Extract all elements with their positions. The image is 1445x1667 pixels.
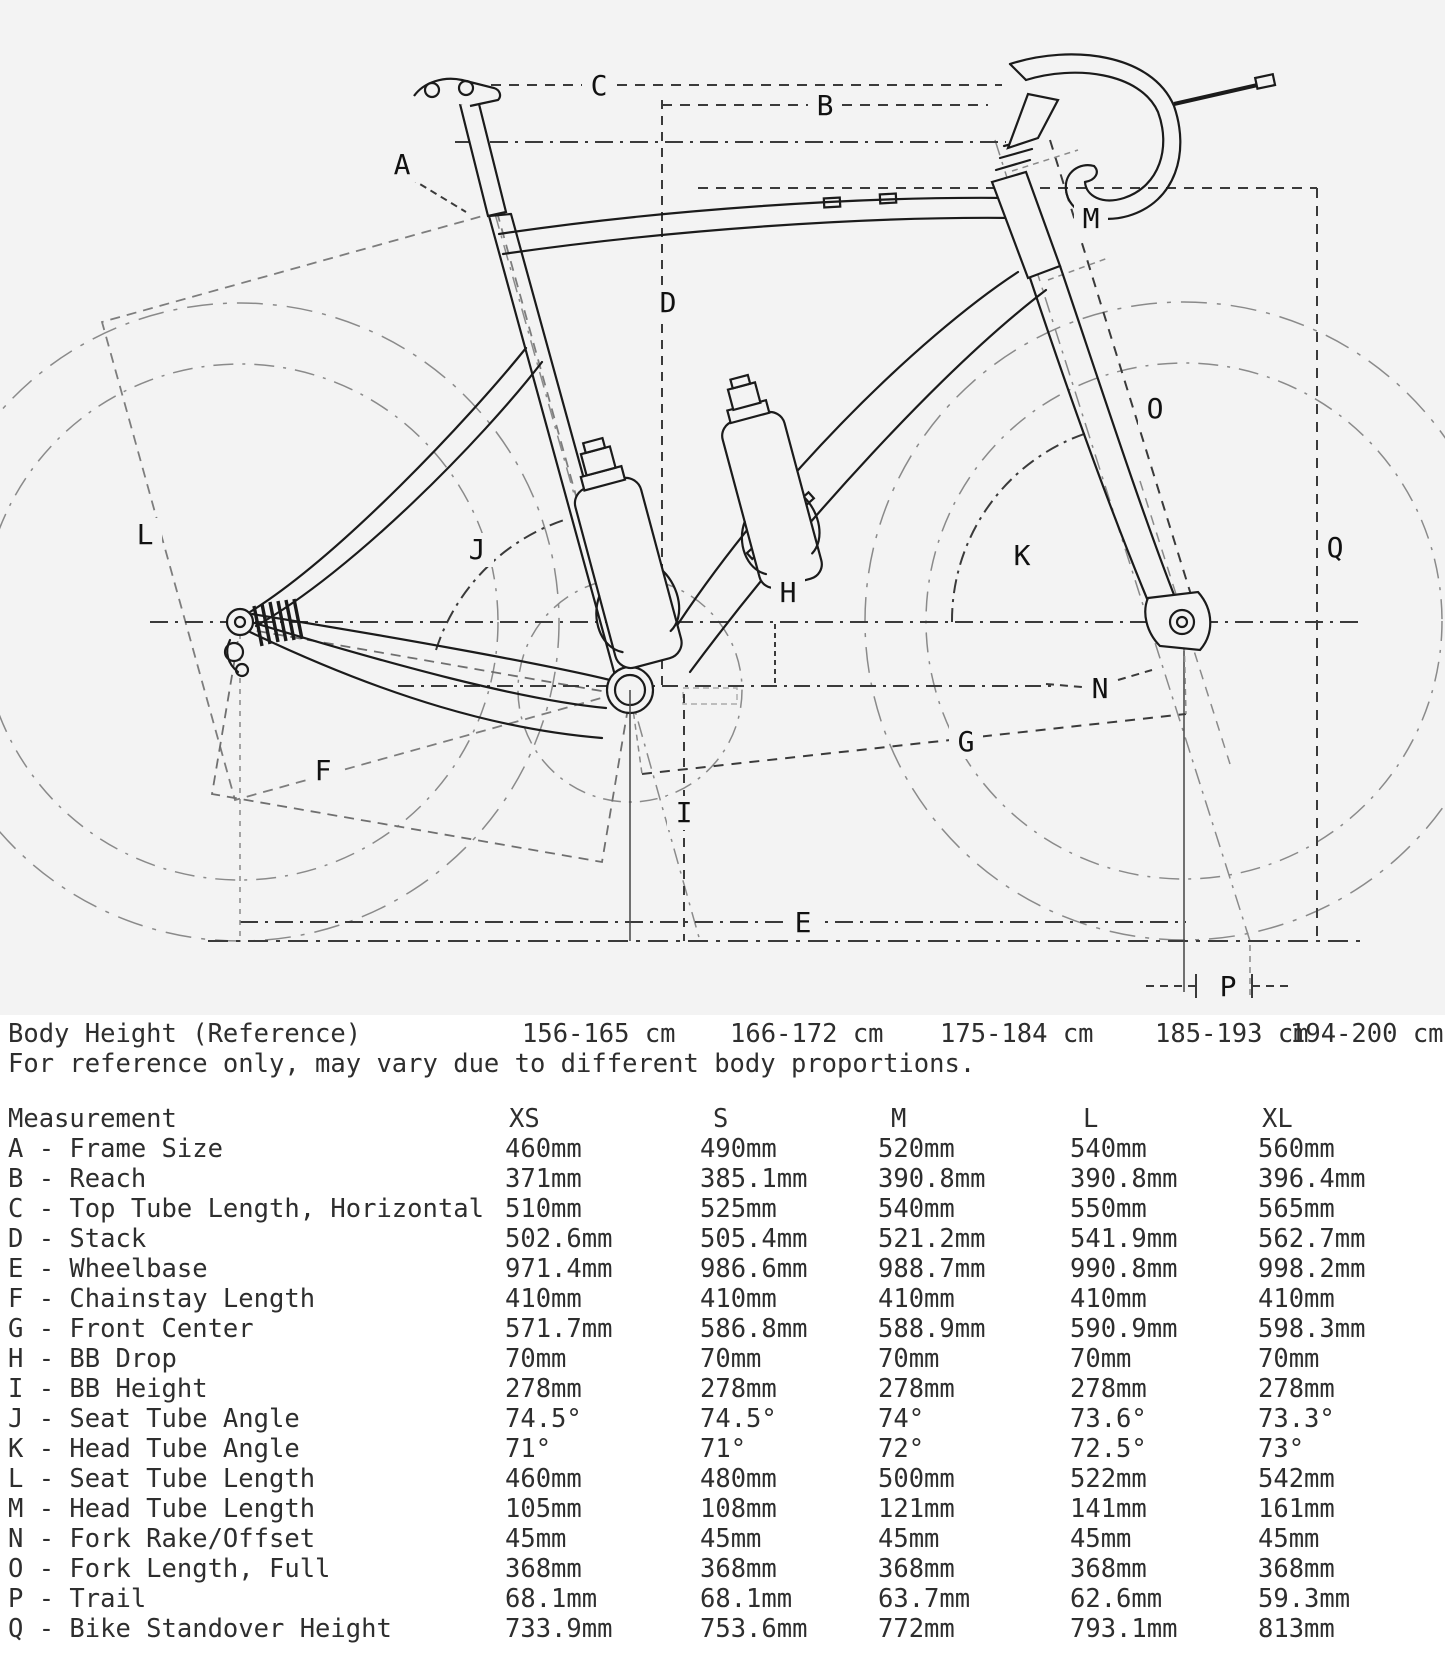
table-row-C-cell-1: 510mm <box>505 1194 582 1224</box>
table-row-J-cell-1: 74.5° <box>505 1404 582 1434</box>
table-row-F-cell-3: 410mm <box>878 1284 955 1314</box>
table-row-G-cell-3: 588.9mm <box>878 1314 986 1344</box>
chain-stay-mid <box>251 622 606 708</box>
table-row-Q-cell-0: Q - Bike Standover Height <box>8 1614 392 1644</box>
chain-stay-lower <box>250 632 602 738</box>
table-row-N-cell-4: 45mm <box>1070 1524 1132 1554</box>
table-row-C-cell-5: 565mm <box>1258 1194 1335 1224</box>
dimension-letters <box>128 69 1352 1004</box>
body-height-row-cell-2: 166-172 cm <box>730 1019 884 1049</box>
table-row-I-cell-0: I - BB Height <box>8 1374 208 1404</box>
seat-stay-upper <box>250 348 526 612</box>
reference-note-cell-0: For reference only, may vary due to different body proportions. <box>8 1049 976 1079</box>
front-axle <box>1170 610 1194 634</box>
table-row-M-cell-4: 141mm <box>1070 1494 1147 1524</box>
table-row-J-cell-4: 73.6° <box>1070 1404 1147 1434</box>
table-row-N-cell-1: 45mm <box>505 1524 567 1554</box>
table-row-O-cell-5: 368mm <box>1258 1554 1335 1584</box>
seat-post-head <box>414 79 500 106</box>
table-row-B-cell-3: 390.8mm <box>878 1164 986 1194</box>
table-row-M-cell-5: 161mm <box>1258 1494 1335 1524</box>
table-row-A-cell-2: 490mm <box>700 1134 777 1164</box>
table-row-L-cell-0: L - Seat Tube Length <box>8 1464 316 1494</box>
table-row-B-cell-2: 385.1mm <box>700 1164 808 1194</box>
dim-label-M: M <box>1082 202 1100 235</box>
dim-label-F: F <box>314 754 332 787</box>
table-row-J-cell-2: 74.5° <box>700 1404 777 1434</box>
table-row-M-cell-3: 121mm <box>878 1494 955 1524</box>
dim-label-L: L <box>136 518 154 551</box>
table-row-N-cell-5: 45mm <box>1258 1524 1320 1554</box>
table-row-A-cell-4: 540mm <box>1070 1134 1147 1164</box>
table-row-K-cell-1: 71° <box>505 1434 552 1464</box>
table-row-B-cell-5: 396.4mm <box>1258 1164 1366 1194</box>
table-row-I-cell-4: 278mm <box>1070 1374 1147 1404</box>
chainstay-box <box>212 628 630 862</box>
seat-stay-lower <box>256 362 542 626</box>
table-row-P-cell-3: 63.7mm <box>878 1584 971 1614</box>
dim-label-O: O <box>1146 392 1164 425</box>
table-row-K-cell-3: 72° <box>878 1434 925 1464</box>
table-row-O-cell-2: 368mm <box>700 1554 777 1584</box>
table-row-G-cell-2: 586.8mm <box>700 1314 808 1344</box>
table-row-D-cell-3: 521.2mm <box>878 1224 986 1254</box>
frame-size-leader-A <box>410 178 466 212</box>
rear-axle <box>227 609 253 635</box>
lever-tip <box>1255 74 1275 89</box>
table-row-N-cell-3: 45mm <box>878 1524 940 1554</box>
table-row-A-cell-0: A - Frame Size <box>8 1134 223 1164</box>
table-header-row-cell-3: M <box>891 1104 907 1134</box>
brake-lever <box>1174 84 1262 104</box>
front-center-line-G <box>642 714 1186 774</box>
table-header-row-cell-2: S <box>713 1104 729 1134</box>
table-row-Q-cell-2: 753.6mm <box>700 1614 808 1644</box>
table-row-L-cell-2: 480mm <box>700 1464 777 1494</box>
table-row-I-cell-1: 278mm <box>505 1374 582 1404</box>
table-row-Q-cell-3: 772mm <box>878 1614 955 1644</box>
body-height-row-cell-5: 194-200 cm <box>1290 1019 1444 1049</box>
table-row-C-cell-3: 540mm <box>878 1194 955 1224</box>
fork-blade-rear <box>1030 278 1150 606</box>
table-row-C-cell-4: 550mm <box>1070 1194 1147 1224</box>
table-header-row-cell-5: XL <box>1262 1104 1293 1134</box>
table-row-D-cell-2: 505.4mm <box>700 1224 808 1254</box>
fork-blade-front <box>1060 266 1176 600</box>
dim-label-I: I <box>675 796 693 829</box>
table-row-E-cell-5: 998.2mm <box>1258 1254 1366 1284</box>
dim-label-A: A <box>393 148 411 181</box>
dim-label-P: P <box>1219 970 1237 1003</box>
table-row-L-cell-3: 500mm <box>878 1464 955 1494</box>
table-row-K-cell-4: 72.5° <box>1070 1434 1147 1464</box>
table-row-B-cell-0: B - Reach <box>8 1164 147 1194</box>
table-row-G-cell-1: 571.7mm <box>505 1314 613 1344</box>
table-row-I-cell-5: 278mm <box>1258 1374 1335 1404</box>
table-row-D-cell-0: D - Stack <box>8 1224 147 1254</box>
table-row-L-cell-5: 542mm <box>1258 1464 1335 1494</box>
body-height-row-cell-0: Body Height (Reference) <box>8 1019 362 1049</box>
table-row-D-cell-5: 562.7mm <box>1258 1224 1366 1254</box>
table-row-D-cell-1: 502.6mm <box>505 1224 613 1254</box>
table-row-H-cell-0: H - BB Drop <box>8 1344 177 1374</box>
table-row-Q-cell-5: 813mm <box>1258 1614 1335 1644</box>
table-row-L-cell-4: 522mm <box>1070 1464 1147 1494</box>
table-row-K-cell-2: 71° <box>700 1434 747 1464</box>
table-row-K-cell-5: 73° <box>1258 1434 1305 1464</box>
table-row-E-cell-2: 986.6mm <box>700 1254 808 1284</box>
chain-stay-upper <box>252 614 610 680</box>
table-row-H-cell-5: 70mm <box>1258 1344 1320 1374</box>
table-row-N-cell-0: N - Fork Rake/Offset <box>8 1524 316 1554</box>
table-row-F-cell-1: 410mm <box>505 1284 582 1314</box>
dim-label-E: E <box>794 906 812 939</box>
table-row-L-cell-1: 460mm <box>505 1464 582 1494</box>
table-row-G-cell-0: G - Front Center <box>8 1314 254 1344</box>
table-row-G-cell-4: 590.9mm <box>1070 1314 1178 1344</box>
table-row-F-cell-5: 410mm <box>1258 1284 1335 1314</box>
table-row-E-cell-1: 971.4mm <box>505 1254 613 1284</box>
dim-label-K: K <box>1013 539 1031 572</box>
table-row-O-cell-1: 368mm <box>505 1554 582 1584</box>
table-row-F-cell-4: 410mm <box>1070 1284 1147 1314</box>
table-row-P-cell-5: 59.3mm <box>1258 1584 1351 1614</box>
dim-label-G: G <box>957 725 975 758</box>
table-row-F-cell-2: 410mm <box>700 1284 777 1314</box>
table-row-B-cell-1: 371mm <box>505 1164 582 1194</box>
table-row-F-cell-0: F - Chainstay Length <box>8 1284 316 1314</box>
head-angle-arc-K <box>952 432 1090 622</box>
table-row-J-cell-5: 73.3° <box>1258 1404 1335 1434</box>
body-height-row-cell-4: 185-193 cm <box>1155 1019 1309 1049</box>
table-row-O-cell-3: 368mm <box>878 1554 955 1584</box>
table-row-M-cell-1: 105mm <box>505 1494 582 1524</box>
table-row-O-cell-4: 368mm <box>1070 1554 1147 1584</box>
dim-label-N: N <box>1091 672 1109 705</box>
seat-tube-length-box <box>102 212 630 800</box>
bb-reference-box <box>683 688 737 704</box>
table-row-A-cell-1: 460mm <box>505 1134 582 1164</box>
table-row-K-cell-0: K - Head Tube Angle <box>8 1434 300 1464</box>
table-row-I-cell-2: 278mm <box>700 1374 777 1404</box>
table-row-M-cell-0: M - Head Tube Length <box>8 1494 316 1524</box>
body-height-row-cell-3: 175-184 cm <box>940 1019 1094 1049</box>
table-row-E-cell-4: 990.8mm <box>1070 1254 1178 1284</box>
table-row-H-cell-4: 70mm <box>1070 1344 1132 1374</box>
table-row-H-cell-1: 70mm <box>505 1344 567 1374</box>
water-bottle-seat-tube <box>551 430 692 674</box>
table-row-J-cell-3: 74° <box>878 1404 925 1434</box>
dim-label-Q: Q <box>1326 531 1344 564</box>
body-height-row-cell-1: 156-165 cm <box>522 1019 676 1049</box>
table-header-row-cell-0: Measurement <box>8 1104 177 1134</box>
table-row-P-cell-0: P - Trail <box>8 1584 147 1614</box>
table-header-row-cell-4: L <box>1083 1104 1099 1134</box>
table-row-H-cell-2: 70mm <box>700 1344 762 1374</box>
table-row-H-cell-3: 70mm <box>878 1344 940 1374</box>
water-bottle-down-tube <box>700 367 832 593</box>
table-row-E-cell-3: 988.7mm <box>878 1254 986 1284</box>
table-row-M-cell-2: 108mm <box>700 1494 777 1524</box>
table-row-C-cell-0: C - Top Tube Length, Horizontal <box>8 1194 484 1224</box>
dim-label-J: J <box>468 533 486 566</box>
table-row-O-cell-0: O - Fork Length, Full <box>8 1554 331 1584</box>
table-row-B-cell-4: 390.8mm <box>1070 1164 1178 1194</box>
table-row-A-cell-5: 560mm <box>1258 1134 1335 1164</box>
table-row-I-cell-3: 278mm <box>878 1374 955 1404</box>
table-row-J-cell-0: J - Seat Tube Angle <box>8 1404 300 1434</box>
seat-post <box>460 100 506 216</box>
table-row-P-cell-1: 68.1mm <box>505 1584 598 1614</box>
table-row-E-cell-0: E - Wheelbase <box>8 1254 208 1284</box>
dim-label-H: H <box>779 576 797 609</box>
table-row-A-cell-3: 520mm <box>878 1134 955 1164</box>
seat-angle-arc-J <box>436 520 564 650</box>
table-row-C-cell-2: 525mm <box>700 1194 777 1224</box>
top-tube-upper <box>499 198 1012 234</box>
dim-label-B: B <box>816 89 834 122</box>
table-row-Q-cell-4: 793.1mm <box>1070 1614 1178 1644</box>
table-row-P-cell-2: 68.1mm <box>700 1584 793 1614</box>
table-row-P-cell-4: 62.6mm <box>1070 1584 1163 1614</box>
down-tube-upper <box>660 272 1018 652</box>
dim-label-D: D <box>659 286 677 319</box>
table-header-row-cell-1: XS <box>509 1104 540 1134</box>
dim-label-C: C <box>590 69 608 102</box>
table-row-Q-cell-1: 733.9mm <box>505 1614 613 1644</box>
table-row-N-cell-2: 45mm <box>700 1524 762 1554</box>
table-row-D-cell-4: 541.9mm <box>1070 1224 1178 1254</box>
handlebar-inner <box>1026 73 1163 201</box>
table-row-G-cell-5: 598.3mm <box>1258 1314 1366 1344</box>
